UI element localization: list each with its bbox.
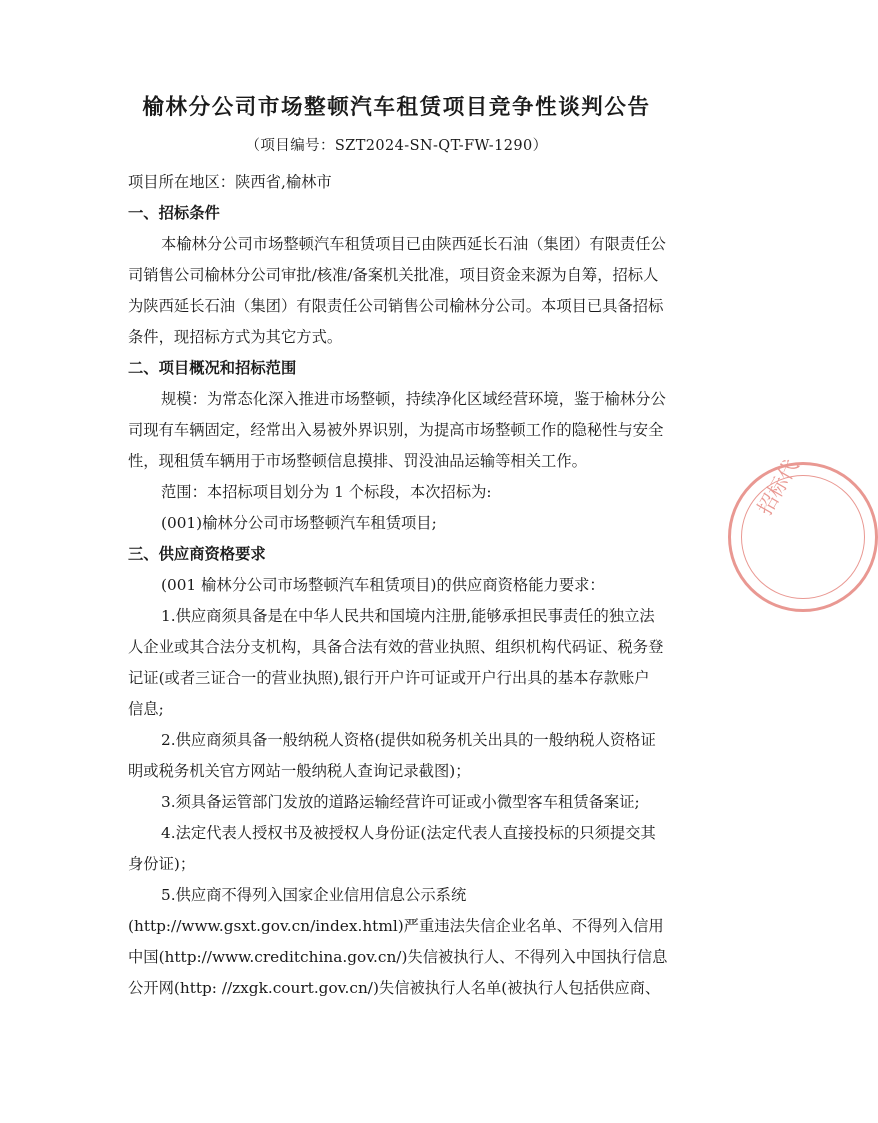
paragraph-line: 范围：本招标项目划分为 1 个标段，本次招标为:: [161, 483, 492, 501]
paragraph-line: 性，现租赁车辆用于市场整顿信息摸排、罚没油品运输等相关工作。: [128, 452, 587, 470]
paragraph-line: 1.供应商须具备是在中华人民共和国境内注册,能够承担民事责任的独立法: [161, 607, 655, 625]
paragraph-line: 条件，现招标方式为其它方式。: [128, 328, 343, 346]
paragraph-line: (http://www.gsxt.gov.cn/index.html)严重违法失信企业名单、不得列入信用: [128, 917, 664, 935]
paragraph-line: 规模：为常态化深入推进市场整顿，持续净化区域经营环境，鉴于榆林分公: [161, 390, 666, 408]
paragraph-line: 公开网(http: //zxgk.court.gov.cn/)失信被执行人名单(被执行人包括供应商、: [128, 979, 661, 997]
paragraph-line: 明或税务机关官方网站一般纳税人查询记录截图)；: [128, 762, 471, 780]
seal-text: 招标代: [752, 455, 804, 519]
project-region: 项目所在地区：陕西省,榆林市: [128, 173, 332, 191]
paragraph-line: 人企业或其合法分支机构，具备合法有效的营业执照、组织机构代码证、税务登: [128, 638, 664, 656]
paragraph-line: 4.法定代表人授权书及被授权人身份证(法定代表人直接投标的只须提交其: [161, 824, 656, 842]
paragraph-line: 3.须具备运管部门发放的道路运输经营许可证或小微型客车租赁备案证;: [161, 793, 640, 811]
paragraph-line: 信息;: [128, 700, 164, 718]
section-heading-2: 二、项目概况和招标范围: [128, 359, 297, 377]
paragraph-line: 身份证)；: [128, 855, 196, 873]
official-seal-stamp: [728, 455, 878, 612]
paragraph-line: 中国(http://www.creditchina.gov.cn/)失信被执行人、不得列入中国执行信息: [128, 948, 668, 966]
paragraph-line: 2.供应商须具备一般纳税人资格(提供如税务机关出具的一般纳税人资格证: [161, 731, 656, 749]
section-heading-3: 三、供应商资格要求: [128, 545, 266, 563]
paragraph-line: 本榆林分公司市场整顿汽车租赁项目已由陕西延长石油（集团）有限责任公: [161, 235, 666, 253]
document-title: 榆林分公司市场整顿汽车租赁项目竞争性谈判公告: [142, 95, 651, 120]
paragraph-line: 为陕西延长石油（集团）有限责任公司销售公司榆林分公司。本项目已具备招标: [128, 297, 664, 315]
paragraph-line: 司销售公司榆林分公司审批/核准/备案机关批准，项目资金来源为自筹，招标人: [128, 266, 659, 284]
paragraph-line: 记证(或者三证合一的营业执照),银行开户许可证或开户行出具的基本存款账户: [128, 669, 650, 687]
paragraph-line: (001 榆林分公司市场整顿汽车租赁项目)的供应商资格能力要求：: [161, 576, 605, 594]
paragraph-line: 司现有车辆固定，经常出入易被外界识别，为提高市场整顿工作的隐秘性与安全: [128, 421, 664, 439]
section-heading-1: 一、招标条件: [128, 204, 220, 222]
project-number: （项目编号：SZT2024-SN-QT-FW-1290）: [245, 138, 548, 154]
paragraph-line: 5.供应商不得列入国家企业信用信息公示系统: [161, 886, 467, 904]
paragraph-line: (001)榆林分公司市场整顿汽车租赁项目;: [161, 514, 437, 532]
